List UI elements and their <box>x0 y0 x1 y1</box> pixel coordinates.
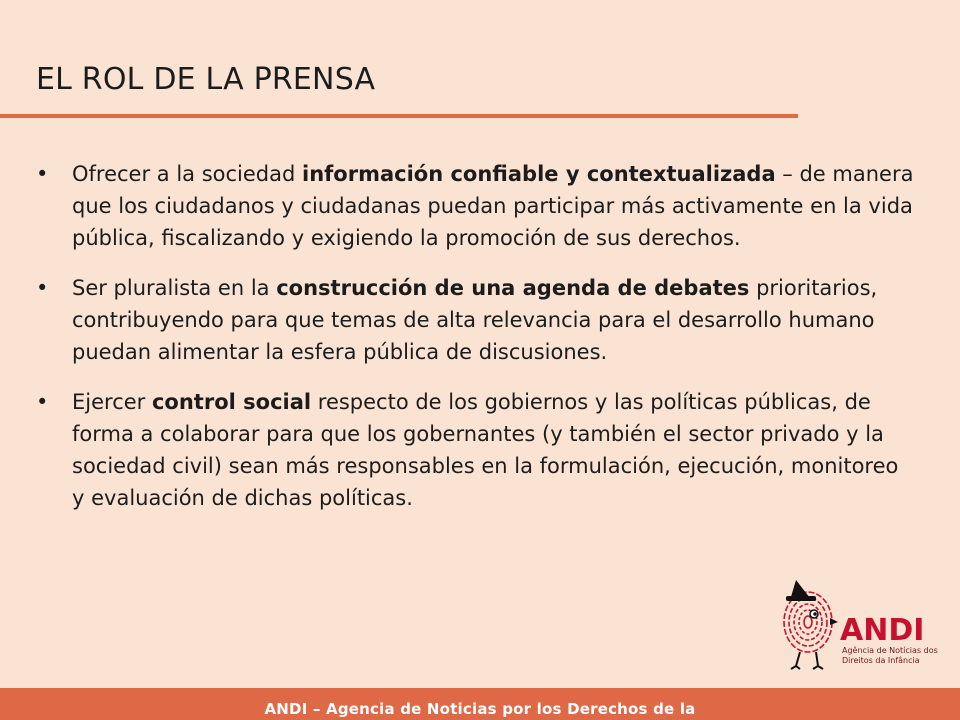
title-underline <box>0 114 798 118</box>
logo-tagline-line1: Agência de Notícias dos <box>842 646 938 655</box>
bullet-text-segment: respecto de los gobiernos y las políticas públicas, de forma a colaborar para que los gobernantes (y también el sector privado y la sociedad civil) sean más responsables en la formulación, ejecución, monitoreo y evaluación de dichas políticas. <box>72 390 899 510</box>
bullet-text-segment: Ofrecer a la sociedad <box>72 162 303 186</box>
bullet-text-segment: Ser pluralista en la <box>72 276 277 300</box>
bullet-text-segment: – de manera que los ciudadanos y ciudadanas puedan participar más activamente en la vida pública, fiscalizando y exigiendo la promoción de sus derechos. <box>72 162 914 250</box>
bullet-emphasis: control social <box>151 390 312 414</box>
bullet-text-segment: prioritarios, contribuyendo para que temas de alta relevancia para el desarrollo humano puedan alimentar la esfera pública de discusiones. <box>72 276 878 364</box>
bullet-emphasis: información confiable y contextualizada <box>302 162 776 186</box>
logo-wordmark: ANDI <box>840 613 925 648</box>
slide-title: EL ROL DE LA PRENSA <box>36 62 376 97</box>
andi-logo <box>774 574 942 674</box>
bullet-icon: • <box>36 162 49 186</box>
fingerprint-bird-icon <box>784 580 838 669</box>
bullet-item <box>36 272 916 368</box>
footer-text: ANDI – Agencia de Noticias por los Derechos de la <box>264 700 696 718</box>
bullet-item <box>36 158 916 254</box>
bullet-icon: • <box>36 390 49 414</box>
bullet-emphasis: construcción de una agenda de debates <box>276 276 750 300</box>
bullet-list <box>36 158 916 532</box>
bullet-icon: • <box>36 276 49 300</box>
bullet-text <box>72 162 913 250</box>
bullet-text <box>72 390 898 510</box>
bullet-item <box>36 386 916 514</box>
bullet-text <box>72 276 877 364</box>
logo-tagline-line2: Direitos da Infância <box>842 656 920 665</box>
bullet-text-segment: Ejercer <box>72 390 152 414</box>
